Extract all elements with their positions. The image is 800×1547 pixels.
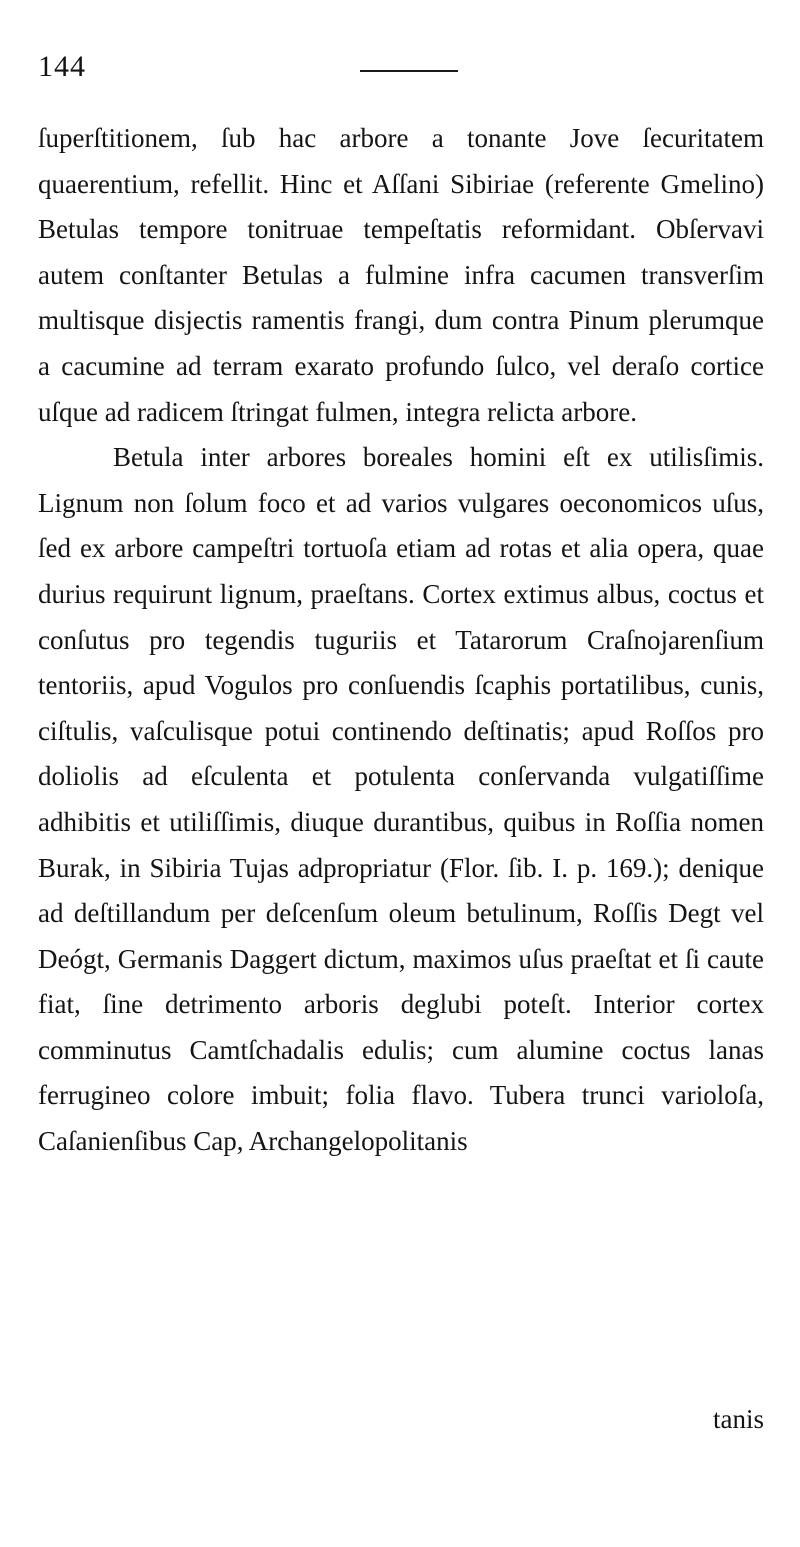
page-number: 144 <box>38 50 86 83</box>
header-rule <box>360 70 458 72</box>
body-text <box>38 116 764 1165</box>
paragraph-2: Betula inter arbores boreales homini eſt ex utilisſimis. Lignum non ſolum foco et ad varios vulgares oeconomicos uſus, ſed ex arbore campeſtri tortuoſa etiam ad rotas et alia opera, quae durius requirunt lignum, praeſtans. Cortex extimus albus, coctus et conſutus pro tegendis tuguriis et Tatarorum Craſnojarenſium tentoriis, apud Vogulos pro conſuendis ſcaphis portatilibus, cunis, ciſtulis, vaſculisque potui continendo deſtinatis; apud Roſſos pro doliolis ad eſculenta et potulenta conſervanda vulgatiſſime adhibitis et utiliſſimis, diuque durantibus, quibus in Roſſia nomen Burak, in Sibiria Tujas adpropriatur (Flor. ſib. I. p. 169.); denique ad deſtillandum per deſcenſum oleum betulinum, Roſſis Degt vel Deógt, Germanis Daggert dictum, maximos uſus praeſtat et ſi caute fiat, ſine detrimento arboris deglubi poteſt. Interior cortex comminutus Camtſchadalis edulis; cum alumine coctus lanas ferrugineo colore imbuit; folia flavo. Tubera trunci varioloſa, Caſanienſibus Cap, Archangelopolitanis <box>38 442 764 1157</box>
paragraph-1: ſuperſtitionem, ſub hac arbore a tonante Jove ſecuritatem quaerentium, refellit. Hinc et Aſſani Sibiriae (referente Gmelino) Betulas tempore tonitruae tempeſtatis reformidant. Obſervavi autem conſtanter Betulas a fulmine infra cacumen transverſim multisque disjectis ramentis frangi, dum contra Pinum plerumque a cacumine ad terram exarato profundo ſulco, vel deraſo cortice uſque ad radicem ſtringat fulmen, integra relicta arbore. <box>38 123 764 427</box>
catchword: tanis <box>713 1404 764 1434</box>
